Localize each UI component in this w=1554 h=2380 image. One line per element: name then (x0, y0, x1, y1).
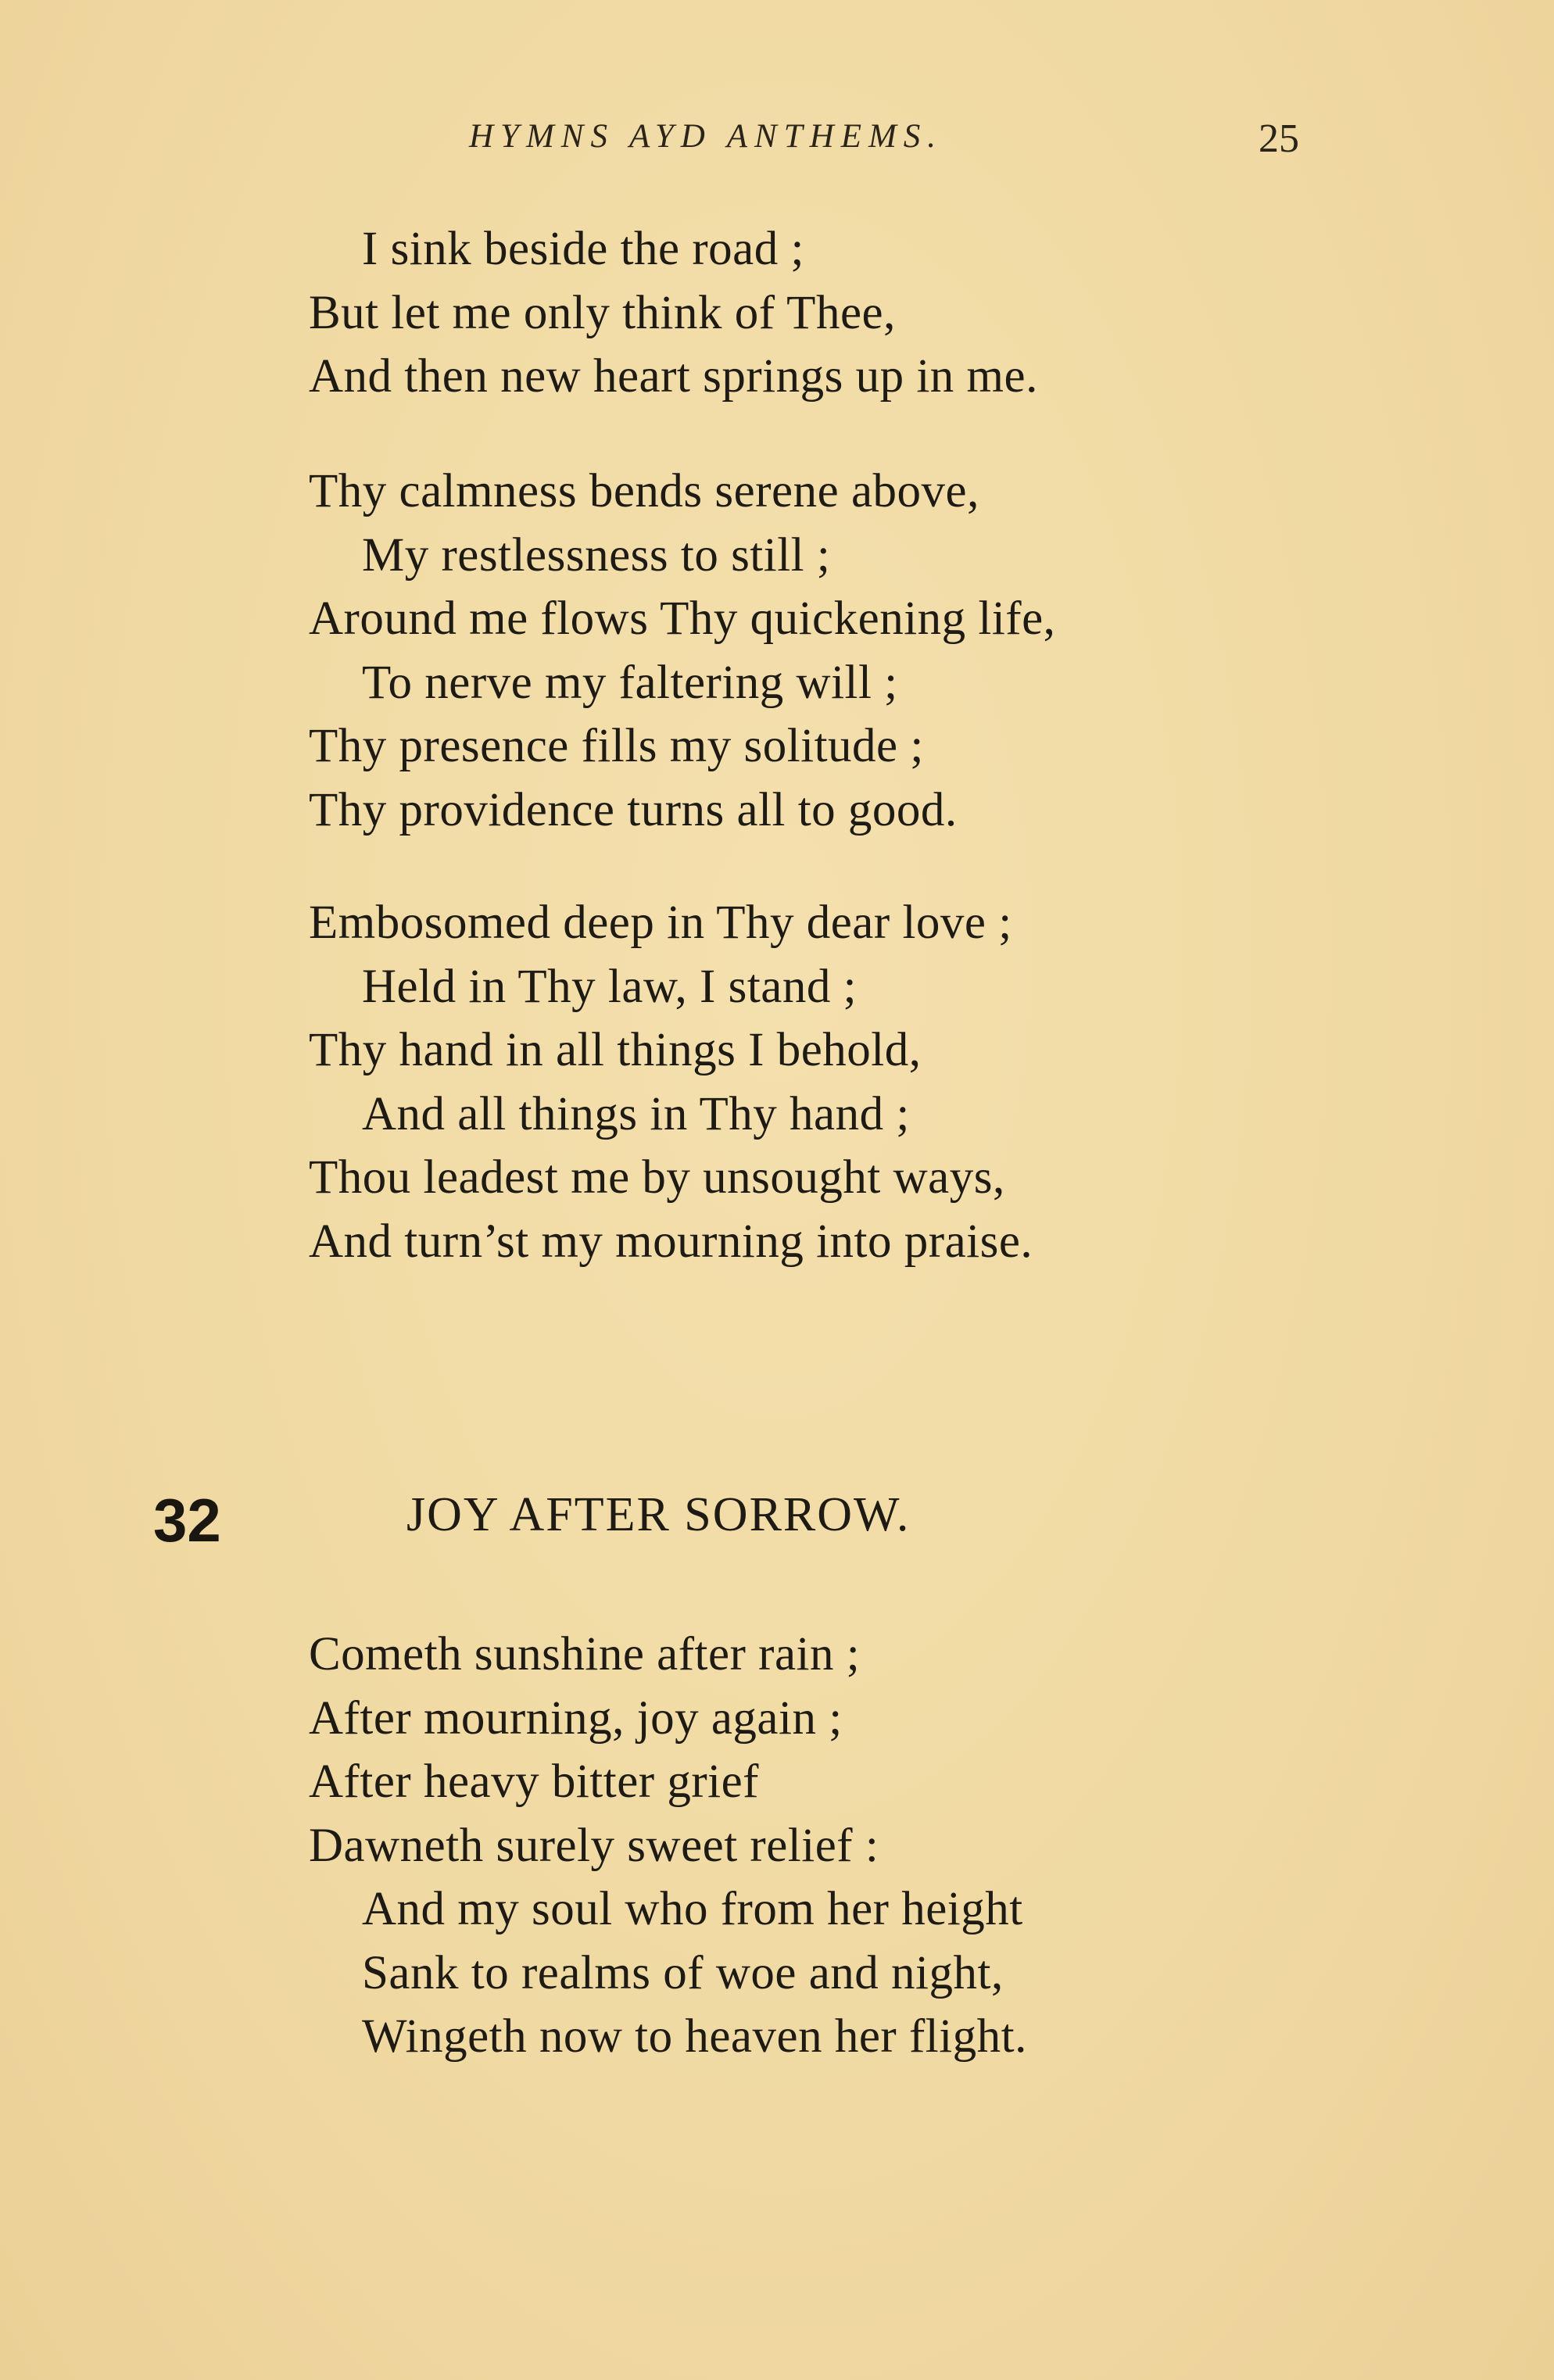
running-head: HYMNS AYD ANTHEMS. (469, 118, 944, 155)
verse-line: But let me only think of Thee, (309, 286, 896, 339)
page-number: 25 (1259, 116, 1299, 161)
stanza-2 (309, 460, 1055, 842)
verse-line: And my soul who from her height (362, 1883, 1023, 1935)
verse-line: And turn’st my mourning into praise. (309, 1215, 1033, 1268)
verse-line: To nerve my faltering will ; (362, 656, 898, 709)
hymn-number: 32 (153, 1486, 221, 1555)
verse-line: Dawneth surely sweet relief : (309, 1819, 879, 1872)
verse-line: Sank to realms of woe and night, (362, 1946, 1004, 1999)
verse-line: Thy calmness bends serene above, (309, 465, 979, 517)
verse-line: Cometh sunshine after rain ; (309, 1628, 861, 1680)
verse-line: Thy hand in all things I behold, (309, 1024, 922, 1076)
verse-line: After mourning, joy again ; (309, 1691, 843, 1745)
hymn-32-stanza (309, 1623, 1027, 2069)
verse-line: And then new heart springs up in me. (309, 350, 1038, 403)
stanza-1 (309, 217, 1038, 409)
verse-line: Around me flows Thy quickening life, (309, 592, 1056, 645)
verse-line: Wingeth now to heaven her flight. (362, 2010, 1027, 2063)
verse-line: My restlessness to still ; (362, 528, 831, 582)
verse-line: I sink beside the road ; (362, 223, 804, 275)
verse-line: Held in Thy law, I stand ; (362, 960, 858, 1013)
verse-line: And all things in Thy hand ; (362, 1087, 910, 1140)
verse-line: Embosomed deep in Thy dear love ; (309, 897, 1012, 949)
hymn-title: JOY AFTER SORROW. (406, 1488, 911, 1541)
verse-line: Thy presence fills my solitude ; (309, 720, 924, 772)
verse-line: Thou leadest me by unsought ways, (309, 1151, 1005, 1204)
verse-line: After heavy bitter grief (309, 1755, 759, 1808)
verse-line: Thy providence turns all to good. (309, 783, 958, 836)
stanza-3 (309, 891, 1033, 1273)
